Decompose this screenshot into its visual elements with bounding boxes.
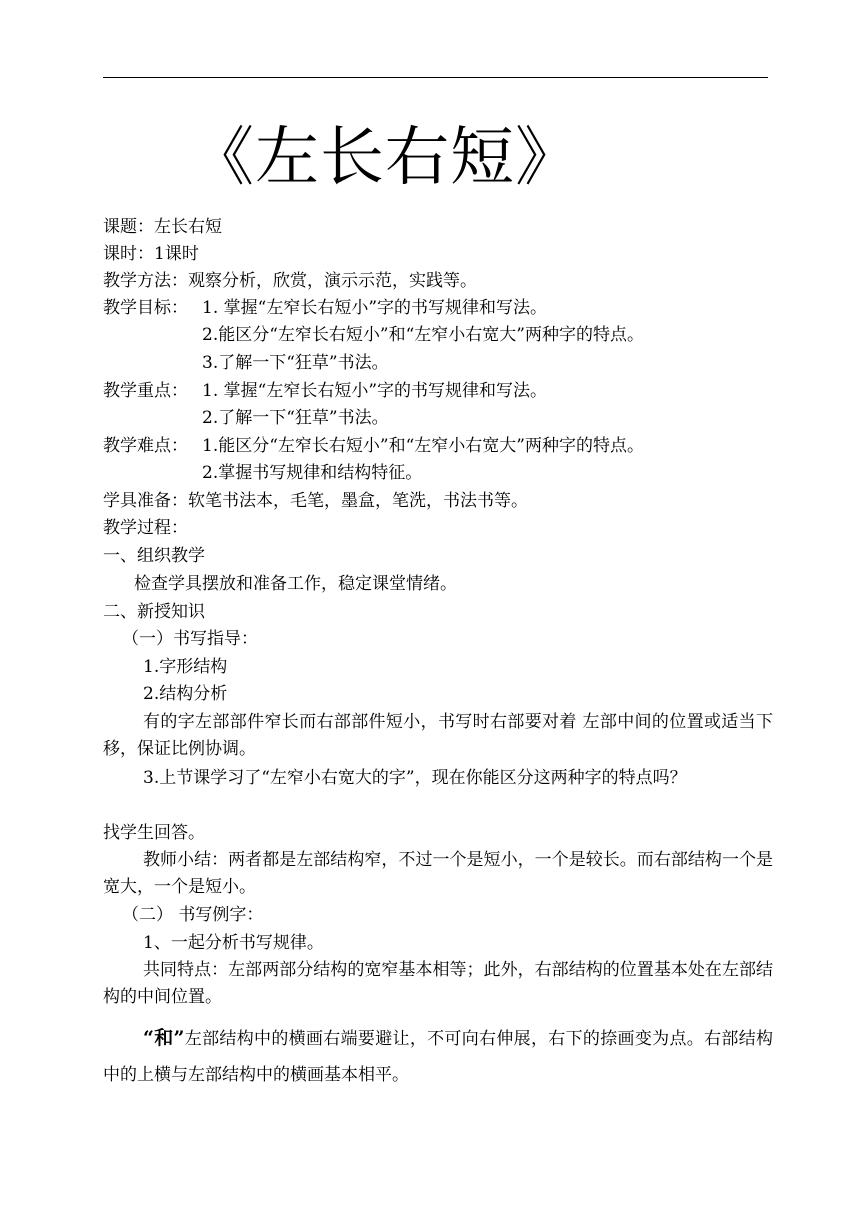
- difficulty-item-2: 2.掌握书写规律和结构特征。: [202, 463, 423, 483]
- example-character: “和”: [143, 1027, 185, 1049]
- key-label: 教学重点：: [103, 381, 188, 401]
- paragraph-question: 3.上节课学习了“左窄小右宽大的字”，现在你能区分这两种字的特点吗？: [143, 768, 687, 788]
- key-item-2: 2.了解一下“狂草”书法。: [202, 408, 389, 428]
- subsection-1-heading: （一）书写指导：: [122, 629, 258, 649]
- paragraph-summary: 教师小结：两者都是左部结构窄，不过一个是短小，一个是较长。而右部结构一个是宽大，一个是短小。: [103, 850, 773, 897]
- tools-prep: 学具准备：软笔书法本，毛笔，墨盒，笔洗，书法书等。: [103, 491, 528, 511]
- subsection-2-heading: （二） 书写例字：: [122, 905, 264, 925]
- paragraph-he-character: [103, 1020, 773, 1093]
- section-2-heading: 二、新授知识: [103, 602, 205, 622]
- answer-line: 找学生回答。: [103, 823, 205, 843]
- lesson-topic: 课题：左长右短: [103, 217, 222, 237]
- section-1-heading: 一、组织教学: [103, 546, 205, 566]
- goal-item-2: 2.能区分“左窄长右短小”和“左窄小右宽大”两种字的特点。: [202, 325, 644, 345]
- example-description: 左部结构中的横画右端要避让，不可向右伸展，右下的捺画变为点。右部结构中的上横与左部结构中的横画基本相平。: [103, 1029, 774, 1085]
- difficulty-item-1: 1.能区分“左窄长右短小”和“左窄小右宽大”两种字的特点。: [202, 436, 644, 456]
- teaching-method: 教学方法：观察分析，欣赏，演示示范，实践等。: [103, 271, 477, 291]
- section-1-text: 检查学具摆放和准备工作，稳定课堂情绪。: [134, 574, 457, 594]
- difficulty-label: 教学难点：: [103, 436, 188, 456]
- item-analyze-rules: 1、一起分析书写规律。: [143, 933, 324, 953]
- header-rule: [103, 77, 768, 78]
- page-title: 《左长右短》: [190, 121, 580, 195]
- goal-item-3: 3.了解一下“狂草”书法。: [202, 353, 389, 373]
- paragraph-common-features: 共同特点：左部两部分结构的宽窄基本相等；此外，右部结构的位置基本处在左部结构的中间位置。: [103, 960, 773, 1007]
- key-item-1: 1. 掌握“左窄长右短小”字的书写规律和写法。: [202, 381, 548, 401]
- goal-label: 教学目标：: [103, 298, 188, 318]
- item-glyph-structure: 1.字形结构: [143, 657, 228, 677]
- item-structure-analysis: 2.结构分析: [143, 684, 228, 704]
- process-heading: 教学过程：: [103, 518, 188, 538]
- paragraph-structure: 有的字左部部件窄长而右部部件短小，书写时右部要对着 左部中间的位置或适当下移，保证比例协调。: [103, 712, 773, 759]
- goal-item-1: 1. 掌握“左窄长右短小”字的书写规律和写法。: [202, 298, 548, 318]
- lesson-hours: 课时：1课时: [103, 244, 199, 264]
